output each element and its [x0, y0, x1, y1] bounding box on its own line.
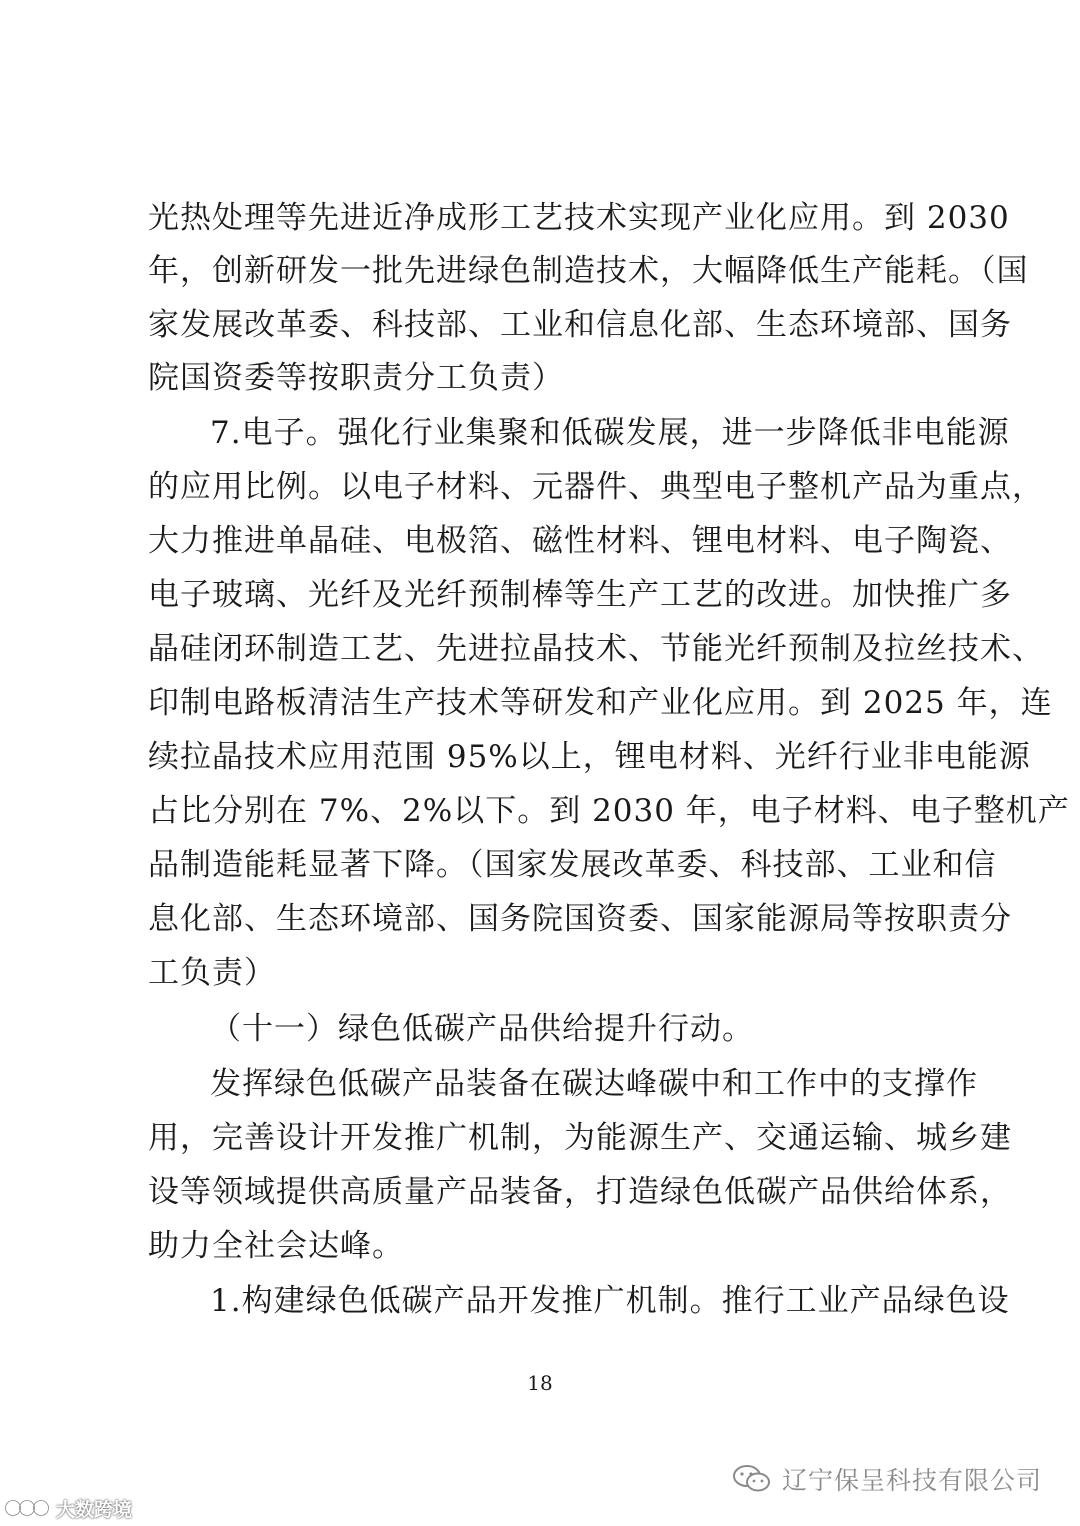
text-line: 品制造能耗显著下降。（国家发展改革委、科技部、工业和信	[148, 847, 997, 883]
wechat-account-name: 辽宁保呈科技有限公司	[781, 1466, 1042, 1495]
text-line: 息化部、生态环境部、国务院国资委、国家能源局等按职责分	[148, 901, 1012, 937]
text-line: 用，完善设计开发推广机制，为能源生产、交通运输、城乡建	[148, 1120, 1012, 1156]
brand-logo-icon	[4, 1496, 52, 1520]
brand-name: 大数跨境	[56, 1498, 133, 1521]
text-line: 助力全社会达峰。	[148, 1228, 404, 1264]
text-line: 7.电子。强化行业集聚和低碳发展，进一步降低非电能源	[210, 415, 1010, 451]
text-line: 占比分别在 7%、2%以下。到 2030 年，电子材料、电子整机产	[148, 793, 1070, 829]
text-line: 发挥绿色低碳产品装备在碳达峰碳中和工作中的支撑作	[210, 1066, 978, 1102]
page-number: 18	[527, 1371, 553, 1395]
text-line: 院国资委等按职责分工负责）	[148, 360, 564, 396]
text-line: 1.构建绿色低碳产品开发推广机制。推行工业产品绿色设	[210, 1283, 1010, 1319]
section-heading: （十一）绿色低碳产品供给提升行动。	[210, 1011, 754, 1047]
text-line: 续拉晶技术应用范围 95%以上，锂电材料、光纤行业非电能源	[148, 739, 1031, 775]
wechat-icon	[732, 1464, 772, 1494]
text-line: 电子玻璃、光纤及光纤预制棒等生产工艺的改进。加快推广多	[148, 577, 1012, 613]
text-line: 年，创新研发一批先进绿色制造技术，大幅降低生产能耗。（国	[148, 253, 1029, 289]
text-line: 工负责）	[148, 955, 276, 991]
text-line: 晶硅闭环制造工艺、先进拉晶技术、节能光纤预制及拉丝技术、	[148, 631, 1044, 667]
text-line: 的应用比例。以电子材料、元器件、典型电子整机产品为重点，	[148, 469, 1044, 505]
text-line: 家发展改革委、科技部、工业和信息化部、生态环境部、国务	[148, 307, 1012, 343]
wechat-watermark	[732, 1462, 1042, 1496]
text-line: 设等领域提供高质量产品装备，打造绿色低碳产品供给体系，	[148, 1174, 1012, 1210]
text-line: 印制电路板清洁生产技术等研发和产业化应用。到 2025 年，连	[148, 685, 1053, 721]
brand-watermark	[4, 1494, 132, 1522]
text-line: 大力推进单晶硅、电极箔、磁性材料、锂电材料、电子陶瓷、	[148, 523, 1012, 559]
text-line: 光热处理等先进近净成形工艺技术实现产业化应用。到 2030	[148, 200, 1010, 236]
